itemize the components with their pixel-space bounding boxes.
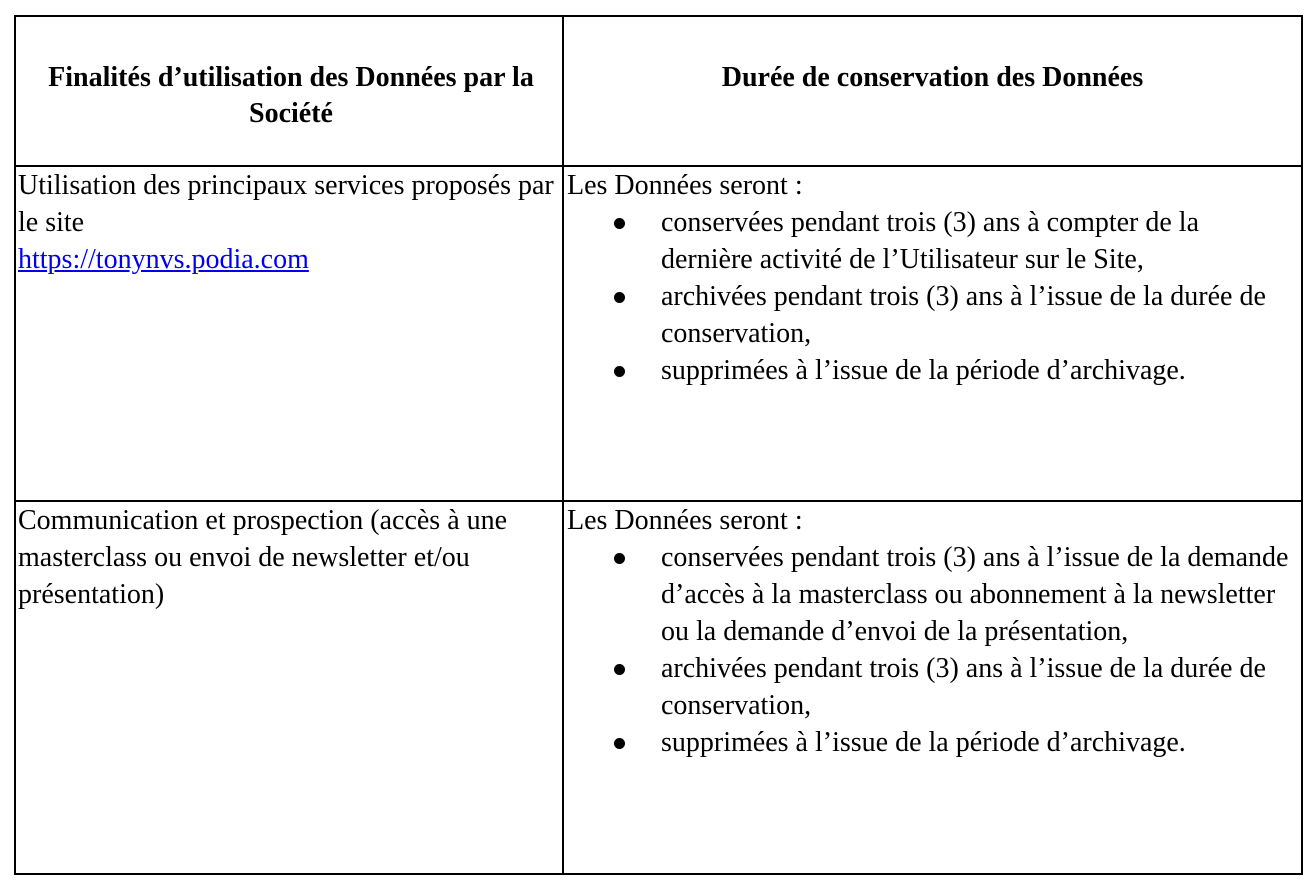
bullet-icon <box>614 553 625 564</box>
table-row <box>15 501 1302 874</box>
retention-cell <box>563 501 1302 874</box>
retention-intro: Les Données seront : <box>567 170 803 201</box>
header-row <box>15 16 1302 166</box>
bullet-icon <box>614 292 625 303</box>
table-row <box>15 166 1302 501</box>
purpose-text-block <box>16 167 562 278</box>
header-cell-retention <box>563 16 1302 166</box>
data-retention-table <box>14 15 1303 875</box>
list-item-text: supprimées à l’issue de la période d’archivage. <box>661 355 1186 386</box>
header-purposes-label: Finalités d’utilisation des Données par la Société <box>48 62 534 129</box>
bullet-icon <box>614 366 625 377</box>
retention-list <box>564 204 1301 389</box>
bullet-icon <box>614 738 625 749</box>
site-link[interactable]: https://tonynvs.podia.com <box>18 244 309 275</box>
list-item <box>564 650 1301 724</box>
list-item <box>564 278 1301 352</box>
header-cell-purposes <box>15 16 563 166</box>
retention-intro: Les Données seront : <box>567 505 803 536</box>
list-item <box>564 204 1301 278</box>
retention-list <box>564 539 1301 761</box>
list-item-text: conservées pendant trois (3) ans à l’issue de la demande d’accès à la masterclass ou abonnement à la newsletter ou la demande d’envoi de la présentation, <box>661 542 1289 647</box>
list-item-text: supprimées à l’issue de la période d’archivage. <box>661 727 1186 758</box>
bullet-icon <box>614 218 625 229</box>
purpose-cell <box>15 166 563 501</box>
list-item-text: archivées pendant trois (3) ans à l’issue de la durée de conservation, <box>661 653 1266 721</box>
list-item <box>564 352 1301 389</box>
header-retention-label: Durée de conservation des Données <box>721 62 1144 93</box>
purpose-text: Communication et prospection (accès à une masterclass ou envoi de newsletter et/ou présentation) <box>18 505 508 610</box>
list-item <box>564 724 1301 761</box>
bullet-icon <box>614 664 625 675</box>
purpose-text: Utilisation des principaux services proposés par le site <box>18 170 554 238</box>
list-item-text: archivées pendant trois (3) ans à l’issue de la durée de conservation, <box>661 281 1266 349</box>
retention-cell <box>563 166 1302 501</box>
list-item-text: conservées pendant trois (3) ans à compter de la dernière activité de l’Utilisateur sur le Site, <box>661 207 1200 275</box>
purpose-cell <box>15 501 563 874</box>
list-item <box>564 539 1301 650</box>
